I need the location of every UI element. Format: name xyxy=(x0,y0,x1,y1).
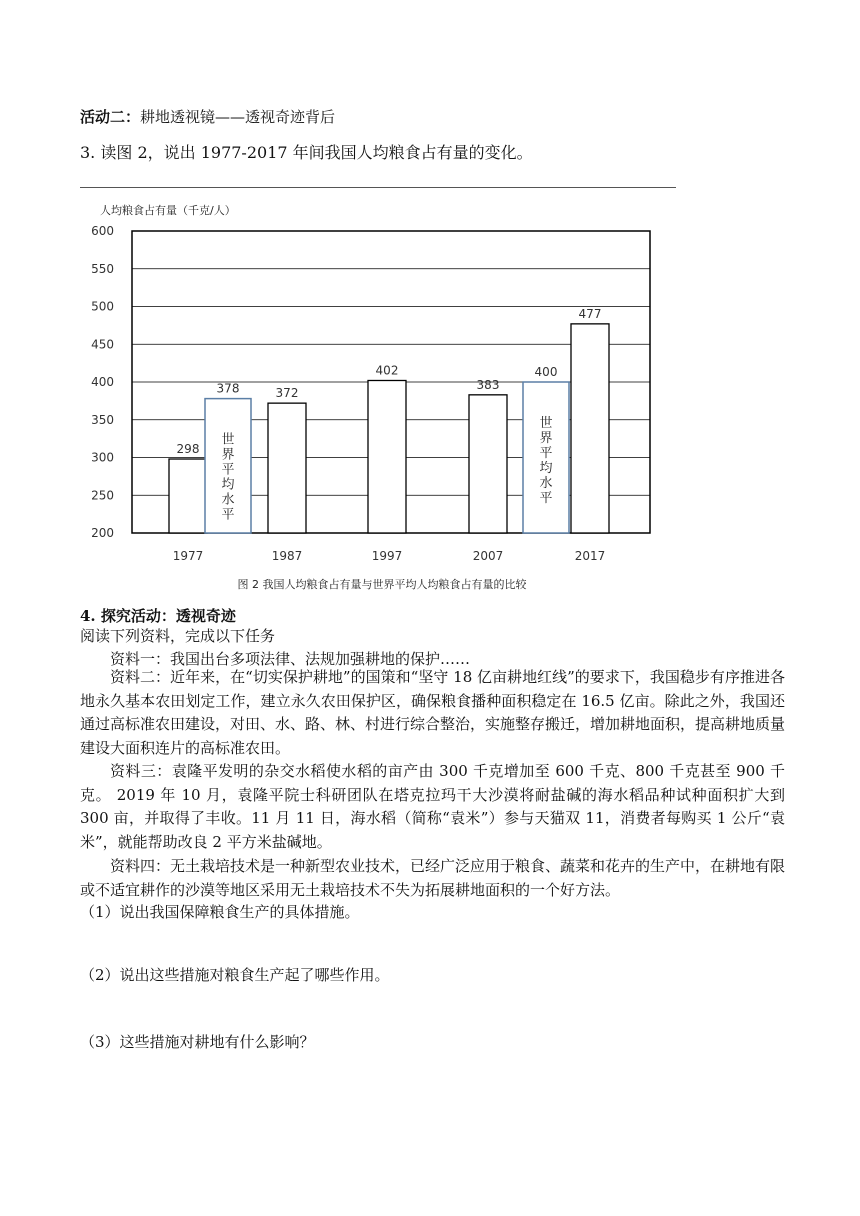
question-3: 3. 读图 2，说出 1977-2017 年间我国人均粮食占有量的变化。 xyxy=(80,143,533,162)
activity2-title: 耕地透视镜——透视奇迹背后 xyxy=(140,108,336,126)
y-tick-label: 250 xyxy=(91,488,114,503)
world-average-value: 400 xyxy=(534,365,558,379)
reading-intro: 阅读下列资料，完成以下任务 xyxy=(80,627,276,645)
y-tick-label: 550 xyxy=(91,261,114,276)
y-tick-label: 400 xyxy=(91,375,114,389)
world-average-label-char: 平 xyxy=(539,491,553,506)
question-4-heading: 4. 探究活动：透视奇迹 xyxy=(80,607,236,625)
material-3: 资料三：袁隆平发明的杂交水稻使水稻的亩产由 300 千克增加至 600 千克、800 千克甚至 900 千克。 2019 年 10 月，袁隆平院士科研团队在塔克拉玛干大沙漠将耐盐碱的海水稻品种试种面积扩大到 300 亩，并取得了丰收。11 月 11 日，海水稻（简称“袁米”）参与天猫双 11，消费者每购买 1 公斤“袁米”，就能帮助改良 2 平方米盐碱地。 xyxy=(80,762,785,851)
world-average-label-char: 世 xyxy=(221,432,235,448)
y-tick-label: 600 xyxy=(91,224,114,238)
world-average-label-char: 世 xyxy=(539,416,553,431)
world-average-label-char: 水 xyxy=(539,476,553,491)
activity2-label: 活动二： xyxy=(80,108,141,126)
world-average-label-char: 平 xyxy=(539,446,553,461)
x-tick-label: 2007 xyxy=(472,549,504,563)
y-tick-label: 350 xyxy=(91,412,114,427)
x-tick-label: 2017 xyxy=(574,549,606,563)
x-tick-label: 1997 xyxy=(371,549,403,563)
data-label: 298 xyxy=(176,442,200,457)
material-2: 资料二：近年来，在“切实保护耕地”的国策和“坚守 18 亿亩耕地红线”的要求下，我国稳步有序推进各地永久基本农田划定工作，建立永久农田保护区，确保粮食播种面积稳定在 16.5 亿亩。除此之外，我国还通过高标准农田建设，对田、水、路、林、村进行综合整治，实施整存搬迁，增加耕地面积，提高耕地质量建设大面积连片的高标准农田。 xyxy=(80,668,786,757)
world-average-value: 378 xyxy=(216,381,240,396)
answer-line xyxy=(80,187,676,188)
data-label: 477 xyxy=(578,306,602,321)
data-label: 402 xyxy=(375,363,399,378)
world-average-label-char: 均 xyxy=(221,477,235,493)
y-tick-label: 200 xyxy=(91,526,114,540)
material-4: 资料四：无土栽培技术是一种新型农业技术，已经广泛应用于粮食、蔬菜和花卉的生产中，在耕地有限或不适宜耕作的沙漠等地区采用无土栽培技术不失为拓展耕地面积的一个好方法。 xyxy=(80,857,786,899)
world-average-label-char: 平 xyxy=(221,462,235,478)
x-tick-label: 1987 xyxy=(271,549,303,563)
chart-caption: 图 2 我国人均粮食占有量与世界平均人均粮食占有量的比较 xyxy=(237,578,527,591)
world-average-label-char: 界 xyxy=(221,447,235,463)
activity2-heading xyxy=(80,106,335,127)
material-1: 资料一：我国出台多项法律、法规加强耕地的保护…… xyxy=(110,650,471,668)
chart xyxy=(80,196,680,596)
y-axis-title: 人均粮食占有量（千克/人） xyxy=(100,204,236,217)
bar-1997 xyxy=(368,380,406,533)
bar-1987 xyxy=(268,403,306,533)
sub-question-1: （1）说出我国保障粮食生产的具体措施。 xyxy=(80,903,360,921)
world-average-label-char: 平 xyxy=(221,507,235,523)
world-average-label-char: 均 xyxy=(539,461,553,476)
world-average-label-char: 界 xyxy=(539,431,553,446)
y-tick-label: 500 xyxy=(91,299,114,314)
bar-2007 xyxy=(469,395,507,533)
world-average-label-char: 水 xyxy=(221,492,235,508)
data-label: 383 xyxy=(476,377,500,392)
sub-question-3: （3）这些措施对耕地有什么影响？ xyxy=(80,1033,315,1051)
bar-1977 xyxy=(169,459,207,533)
sub-question-2: （2）说出这些措施对粮食生产起了哪些作用。 xyxy=(80,966,390,984)
y-tick-label: 300 xyxy=(91,450,114,465)
data-label: 372 xyxy=(275,386,299,401)
bar-2017 xyxy=(571,324,609,533)
y-tick-label: 450 xyxy=(91,337,114,352)
x-tick-label: 1977 xyxy=(172,549,204,563)
